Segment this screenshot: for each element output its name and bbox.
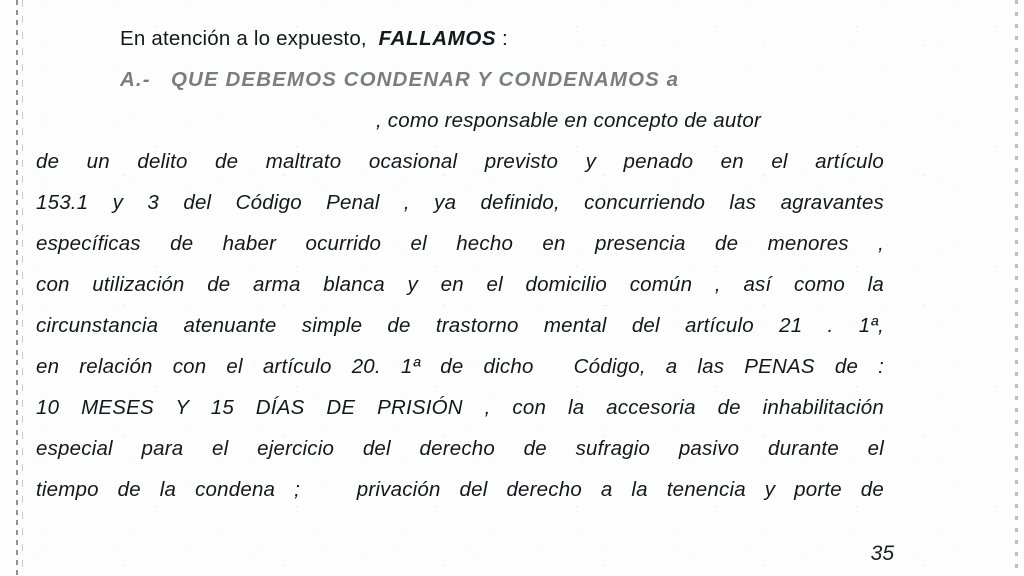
- document-line-12: tiempo de la condena ; privación del derecho a la tenencia y porte de: [36, 478, 884, 501]
- document-line-3: , como responsable en concepto de autor: [376, 109, 762, 132]
- line-1-suffix: :: [496, 27, 508, 50]
- document-body: [36, 18, 884, 510]
- document-line-8: circunstancia atenuante simple de trastorno mental del artículo 21 . 1ª,: [36, 314, 884, 337]
- scan-edge-right-marks: [1015, 0, 1018, 576]
- document-line-6: específicas de haber ocurrido el hecho en presencia de menores ,: [36, 232, 884, 255]
- document-line-11: especial para el ejercicio del derecho de sufragio pasivo durante el: [36, 437, 884, 460]
- scan-edge-left-marks: [16, 0, 18, 576]
- document-line-5: 153.1 y 3 del Código Penal , ya definido, concurriendo las agravantes: [36, 191, 884, 214]
- document-line-9: en relación con el artículo 20. 1ª de dicho Código, a las PENAS de :: [36, 355, 884, 378]
- ruling-keyword: FALLAMOS: [378, 27, 497, 50]
- page-number: 35: [870, 542, 894, 565]
- line-1-prefix: En atención a lo expuesto,: [120, 27, 379, 50]
- document-line-10: 10 MESES Y 15 DÍAS DE PRISIÓN , con la accesoria de inhabilitación: [36, 396, 884, 419]
- document-line-4: de un delito de maltrato ocasional previsto y penado en el artículo: [36, 150, 884, 173]
- document-line-7: con utilización de arma blanca y en el domicilio común , así como la: [36, 273, 884, 296]
- document-line-2: A.- QUE DEBEMOS CONDENAR Y CONDENAMOS a: [120, 68, 680, 91]
- scan-edge-left-marks-secondary: [22, 0, 23, 576]
- document-line-1: [36, 18, 884, 59]
